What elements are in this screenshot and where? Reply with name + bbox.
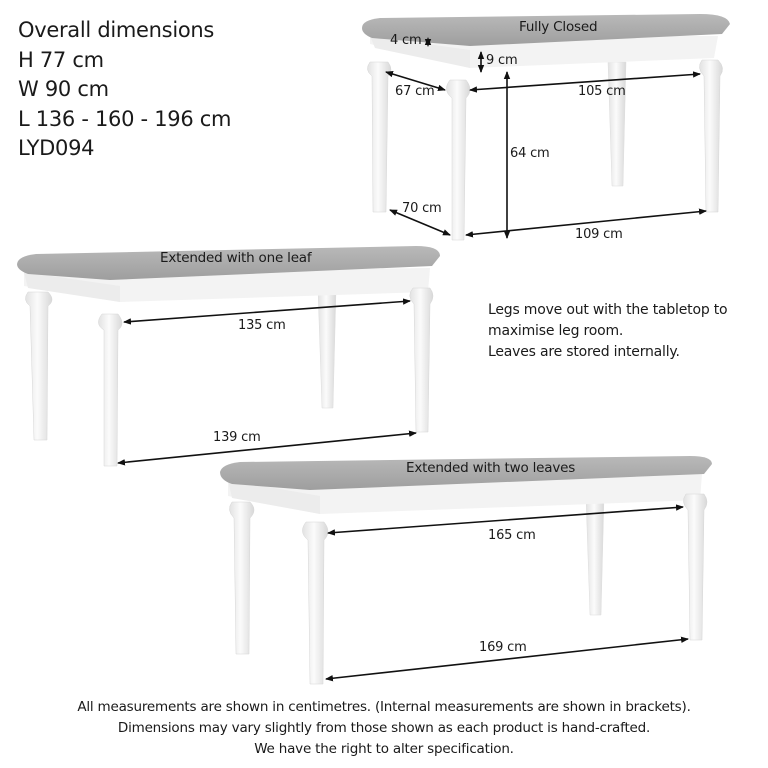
label-outer-length-one-leaf: 139 cm [213,430,261,445]
label-leg-height: 64 cm [510,146,550,161]
label-inner-length-one-leaf: 135 cm [238,318,286,333]
label-top-thickness: 4 cm [390,33,422,48]
note-line-3: Leaves are stored internally. [488,344,680,360]
product-code: LYD094 [18,136,95,160]
spec-width: W 90 cm [18,77,109,101]
label-inner-length-closed: 105 cm [578,84,626,99]
label-outer-length-two-leaves: 169 cm [479,640,527,655]
footer-line-3: We have the right to alter specification. [254,741,514,757]
label-inner-length-two-leaves: 165 cm [488,528,536,543]
label-outer-length-closed: 109 cm [575,227,623,242]
title-one-leaf: Extended with one leaf [160,250,312,266]
leg-room-note [488,300,727,363]
note-line-1: Legs move out with the tabletop to [488,302,728,318]
label-apron-height: 9 cm [486,53,518,68]
footer-disclaimer [0,697,768,760]
label-inner-depth: 67 cm [395,84,435,99]
table-two-leaves [220,456,712,684]
label-outer-depth: 70 cm [402,201,442,216]
title-fully-closed: Fully Closed [519,19,598,35]
specs-heading: Overall dimensions [18,18,215,42]
footer-line-2: Dimensions may vary slightly from those shown as each product is hand-crafted. [117,720,651,736]
note-line-2: maximise leg room. [488,323,624,339]
footer-line-1: All measurements are shown in centimetres. (Internal measurements are shown in brackets). [77,699,691,715]
title-two-leaves: Extended with two leaves [406,460,576,476]
spec-length: L 136 - 160 - 196 cm [18,106,232,131]
spec-height: H 77 cm [18,47,104,72]
